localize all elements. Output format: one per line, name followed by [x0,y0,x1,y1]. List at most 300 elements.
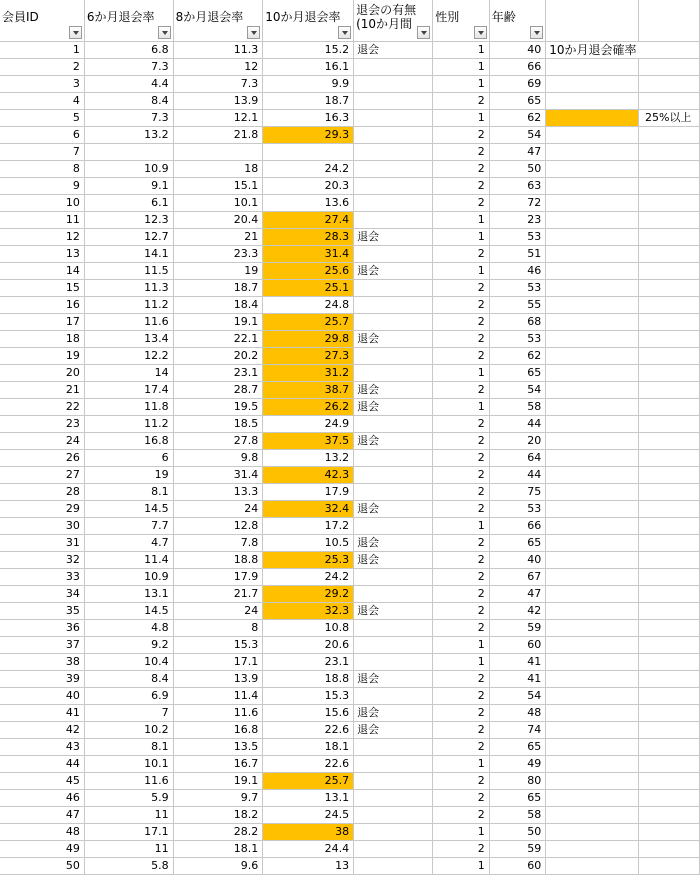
table-cell[interactable] [354,177,433,194]
empty-cell[interactable] [546,211,639,228]
table-cell[interactable]: 26.2 [263,398,354,415]
table-cell[interactable]: 15.3 [173,636,263,653]
table-cell[interactable]: 19 [84,466,173,483]
table-cell[interactable]: 1 [433,228,490,245]
table-cell[interactable]: 9 [0,177,84,194]
table-cell[interactable]: 42.3 [263,466,354,483]
empty-cell[interactable] [546,823,639,840]
table-cell[interactable]: 41 [489,670,546,687]
table-cell[interactable]: 5.8 [84,857,173,874]
table-cell[interactable]: 11.4 [84,551,173,568]
table-cell[interactable]: 1 [433,364,490,381]
empty-cell[interactable] [639,279,700,296]
table-cell[interactable]: 5 [0,109,84,126]
table-cell[interactable]: 9.6 [173,857,263,874]
table-cell[interactable]: 2 [433,381,490,398]
table-cell[interactable]: 38.7 [263,381,354,398]
table-cell[interactable]: 退会 [354,670,433,687]
table-cell[interactable]: 7.3 [84,58,173,75]
table-cell[interactable]: 11.3 [173,41,263,58]
table-cell[interactable]: 50 [0,857,84,874]
table-cell[interactable]: 40 [489,41,546,58]
empty-cell[interactable] [546,92,639,109]
table-cell[interactable]: 23.1 [173,364,263,381]
empty-cell[interactable] [639,398,700,415]
table-cell[interactable]: 46 [0,789,84,806]
table-cell[interactable]: 2 [433,568,490,585]
table-cell[interactable] [354,857,433,874]
empty-cell[interactable] [546,313,639,330]
table-cell[interactable]: 50 [489,823,546,840]
empty-cell[interactable] [639,517,700,534]
empty-cell[interactable] [639,755,700,772]
table-cell[interactable]: 17.9 [173,568,263,585]
table-cell[interactable]: 2 [433,432,490,449]
table-cell[interactable]: 47 [489,585,546,602]
table-cell[interactable]: 65 [489,364,546,381]
table-cell[interactable] [354,585,433,602]
table-cell[interactable]: 34 [0,585,84,602]
filter-dropdown-icon[interactable] [247,26,260,39]
table-cell[interactable]: 2 [433,806,490,823]
table-cell[interactable]: 47 [489,143,546,160]
empty-cell[interactable] [639,330,700,347]
table-cell[interactable] [354,211,433,228]
table-cell[interactable]: 18.2 [173,806,263,823]
empty-cell[interactable] [639,602,700,619]
empty-cell[interactable] [546,721,639,738]
table-cell[interactable]: 16.8 [173,721,263,738]
table-cell[interactable]: 17 [0,313,84,330]
table-cell[interactable]: 24 [173,602,263,619]
table-cell[interactable]: 退会 [354,330,433,347]
table-cell[interactable]: 22 [0,398,84,415]
table-cell[interactable]: 11 [84,840,173,857]
table-cell[interactable]: 1 [433,41,490,58]
table-cell[interactable]: 2 [433,840,490,857]
empty-cell[interactable] [639,789,700,806]
table-cell[interactable]: 32.4 [263,500,354,517]
table-cell[interactable]: 退会 [354,228,433,245]
table-cell[interactable]: 1 [433,823,490,840]
table-cell[interactable]: 45 [0,772,84,789]
table-cell[interactable]: 18.1 [173,840,263,857]
table-cell[interactable]: 49 [489,755,546,772]
table-cell[interactable] [354,364,433,381]
table-cell[interactable]: 13.1 [263,789,354,806]
table-cell[interactable]: 62 [489,109,546,126]
table-cell[interactable]: 20 [0,364,84,381]
table-cell[interactable]: 退会 [354,551,433,568]
filter-dropdown-icon[interactable] [158,26,171,39]
table-cell[interactable]: 2 [433,466,490,483]
table-cell[interactable]: 1 [433,109,490,126]
table-cell[interactable]: 2 [433,585,490,602]
table-cell[interactable]: 74 [489,721,546,738]
table-cell[interactable] [354,143,433,160]
table-cell[interactable]: 13.4 [84,330,173,347]
table-cell[interactable]: 13 [0,245,84,262]
empty-cell[interactable] [546,330,639,347]
table-cell[interactable]: 37 [0,636,84,653]
table-cell[interactable]: 11 [84,806,173,823]
table-cell[interactable]: 21 [173,228,263,245]
table-cell[interactable]: 1 [433,517,490,534]
table-cell[interactable] [354,772,433,789]
table-cell[interactable]: 4.4 [84,75,173,92]
table-cell[interactable]: 48 [0,823,84,840]
table-cell[interactable]: 3 [0,75,84,92]
table-cell[interactable]: 2 [433,143,490,160]
empty-cell[interactable] [546,653,639,670]
table-cell[interactable]: 29.3 [263,126,354,143]
table-cell[interactable]: 2 [0,58,84,75]
table-cell[interactable]: 23.3 [173,245,263,262]
table-cell[interactable]: 19 [173,262,263,279]
table-cell[interactable] [354,126,433,143]
table-cell[interactable]: 2 [433,789,490,806]
empty-cell[interactable] [639,228,700,245]
table-cell[interactable]: 10.4 [84,653,173,670]
table-cell[interactable]: 28.7 [173,381,263,398]
table-cell[interactable]: 13.2 [263,449,354,466]
table-cell[interactable]: 2 [433,772,490,789]
empty-cell[interactable] [546,262,639,279]
table-cell[interactable]: 53 [489,228,546,245]
table-cell[interactable]: 32.3 [263,602,354,619]
table-cell[interactable]: 24.2 [263,568,354,585]
table-cell[interactable]: 10.9 [84,160,173,177]
table-cell[interactable]: 2 [433,126,490,143]
table-cell[interactable]: 1 [433,653,490,670]
table-cell[interactable]: 66 [489,58,546,75]
table-cell[interactable]: 2 [433,415,490,432]
table-cell[interactable]: 18.7 [263,92,354,109]
table-cell[interactable] [354,58,433,75]
table-cell[interactable]: 7 [84,704,173,721]
table-cell[interactable]: 48 [489,704,546,721]
table-cell[interactable]: 54 [489,381,546,398]
empty-cell[interactable] [639,704,700,721]
empty-cell[interactable] [639,75,700,92]
table-cell[interactable]: 54 [489,126,546,143]
table-cell[interactable]: 24.8 [263,296,354,313]
table-cell[interactable]: 25.7 [263,313,354,330]
table-cell[interactable]: 7 [0,143,84,160]
table-cell[interactable]: 2 [433,296,490,313]
table-cell[interactable]: 18.1 [263,738,354,755]
empty-cell[interactable] [639,721,700,738]
table-cell[interactable]: 退会 [354,41,433,58]
table-cell[interactable]: 24 [173,500,263,517]
table-cell[interactable]: 10.2 [84,721,173,738]
empty-cell[interactable] [639,500,700,517]
table-cell[interactable]: 2 [433,721,490,738]
table-cell[interactable]: 2 [433,483,490,500]
empty-cell[interactable] [546,432,639,449]
empty-cell[interactable] [639,534,700,551]
empty-cell[interactable] [546,602,639,619]
table-cell[interactable]: 14.1 [84,245,173,262]
empty-cell[interactable] [546,857,639,874]
empty-cell[interactable] [546,483,639,500]
table-cell[interactable]: 8.4 [84,670,173,687]
empty-cell[interactable] [639,823,700,840]
table-cell[interactable]: 16.8 [84,432,173,449]
table-cell[interactable]: 65 [489,789,546,806]
table-cell[interactable]: 6.9 [84,687,173,704]
table-cell[interactable]: 42 [489,602,546,619]
table-cell[interactable]: 4.8 [84,619,173,636]
table-cell[interactable]: 44 [489,415,546,432]
table-cell[interactable]: 44 [489,466,546,483]
table-cell[interactable]: 18.8 [263,670,354,687]
table-cell[interactable]: 53 [489,500,546,517]
table-cell[interactable]: 25.3 [263,551,354,568]
table-cell[interactable]: 10 [0,194,84,211]
table-cell[interactable]: 13.5 [173,738,263,755]
table-cell[interactable]: 16.1 [263,58,354,75]
table-cell[interactable]: 20.2 [173,347,263,364]
table-cell[interactable]: 2 [433,160,490,177]
table-cell[interactable]: 15.2 [263,41,354,58]
empty-cell[interactable] [639,296,700,313]
table-cell[interactable]: 1 [433,58,490,75]
table-cell[interactable]: 10.9 [84,568,173,585]
empty-cell[interactable] [639,211,700,228]
table-cell[interactable]: 2 [433,279,490,296]
table-cell[interactable]: 11.4 [173,687,263,704]
empty-cell[interactable] [639,0,700,41]
table-cell[interactable]: 9.1 [84,177,173,194]
table-cell[interactable]: 69 [489,75,546,92]
table-cell[interactable]: 11.6 [84,313,173,330]
table-cell[interactable]: 60 [489,636,546,653]
empty-cell[interactable] [546,738,639,755]
table-cell[interactable]: 2 [433,194,490,211]
table-cell[interactable]: 26 [0,449,84,466]
table-cell[interactable]: 退会 [354,721,433,738]
table-cell[interactable]: 29 [0,500,84,517]
empty-cell[interactable] [639,245,700,262]
table-cell[interactable]: 80 [489,772,546,789]
empty-cell[interactable] [546,58,639,75]
empty-cell[interactable] [639,58,700,75]
table-cell[interactable]: 15.1 [173,177,263,194]
empty-cell[interactable] [639,653,700,670]
table-cell[interactable]: 12.3 [84,211,173,228]
table-cell[interactable]: 55 [489,296,546,313]
table-cell[interactable] [173,143,263,160]
table-cell[interactable]: 2 [433,534,490,551]
empty-cell[interactable] [639,636,700,653]
table-cell[interactable]: 20 [489,432,546,449]
table-cell[interactable]: 8 [173,619,263,636]
table-cell[interactable]: 53 [489,279,546,296]
table-cell[interactable]: 17.2 [263,517,354,534]
table-cell[interactable]: 6 [84,449,173,466]
table-cell[interactable]: 46 [489,262,546,279]
table-cell[interactable]: 2 [433,449,490,466]
table-cell[interactable] [354,160,433,177]
table-cell[interactable]: 7.7 [84,517,173,534]
table-cell[interactable] [354,806,433,823]
table-cell[interactable]: 2 [433,619,490,636]
table-cell[interactable] [354,619,433,636]
table-cell[interactable]: 11.2 [84,296,173,313]
table-cell[interactable]: 10.1 [84,755,173,772]
table-cell[interactable]: 退会 [354,381,433,398]
empty-cell[interactable] [639,194,700,211]
table-cell[interactable]: 31.4 [173,466,263,483]
empty-cell[interactable] [639,177,700,194]
table-cell[interactable] [263,143,354,160]
table-cell[interactable]: 36 [0,619,84,636]
empty-cell[interactable] [639,687,700,704]
table-cell[interactable]: 31.4 [263,245,354,262]
table-cell[interactable]: 17.1 [84,823,173,840]
table-cell[interactable]: 2 [433,245,490,262]
table-cell[interactable]: 9.8 [173,449,263,466]
empty-cell[interactable] [546,381,639,398]
table-cell[interactable]: 25.6 [263,262,354,279]
table-cell[interactable]: 24.4 [263,840,354,857]
legend-swatch[interactable] [546,109,639,126]
empty-cell[interactable] [546,449,639,466]
empty-cell[interactable] [546,296,639,313]
table-cell[interactable]: 18 [0,330,84,347]
empty-cell[interactable] [639,670,700,687]
table-cell[interactable]: 22.6 [263,721,354,738]
table-cell[interactable]: 19.1 [173,772,263,789]
table-cell[interactable]: 19.1 [173,313,263,330]
table-cell[interactable] [354,109,433,126]
empty-cell[interactable] [639,126,700,143]
table-cell[interactable]: 24 [0,432,84,449]
table-cell[interactable]: 40 [489,551,546,568]
table-cell[interactable]: 13.6 [263,194,354,211]
side-title[interactable]: 10か月退会確率 [546,41,639,58]
table-cell[interactable]: 25.7 [263,772,354,789]
table-cell[interactable] [354,296,433,313]
table-cell[interactable]: 8.1 [84,483,173,500]
table-cell[interactable]: 68 [489,313,546,330]
table-cell[interactable] [354,313,433,330]
filter-dropdown-icon[interactable] [474,26,487,39]
table-cell[interactable]: 8.1 [84,738,173,755]
table-cell[interactable]: 2 [433,500,490,517]
table-cell[interactable]: 28 [0,483,84,500]
table-cell[interactable] [84,143,173,160]
empty-cell[interactable] [546,755,639,772]
table-cell[interactable]: 47 [0,806,84,823]
table-cell[interactable]: 18 [173,160,263,177]
empty-cell[interactable] [546,670,639,687]
table-cell[interactable]: 22.6 [263,755,354,772]
table-cell[interactable]: 1 [433,636,490,653]
table-cell[interactable] [354,823,433,840]
table-cell[interactable]: 1 [0,41,84,58]
empty-cell[interactable] [546,704,639,721]
table-cell[interactable]: 41 [489,653,546,670]
table-cell[interactable]: 7.3 [173,75,263,92]
filter-dropdown-icon[interactable] [530,26,543,39]
table-cell[interactable]: 16 [0,296,84,313]
table-cell[interactable]: 6 [0,126,84,143]
table-cell[interactable]: 9.2 [84,636,173,653]
table-cell[interactable]: 1 [433,755,490,772]
table-cell[interactable]: 27.8 [173,432,263,449]
table-cell[interactable]: 63 [489,177,546,194]
table-cell[interactable]: 28.3 [263,228,354,245]
legend-label[interactable]: 25%以上 [639,109,700,126]
empty-cell[interactable] [546,585,639,602]
empty-cell[interactable] [546,0,639,41]
empty-cell[interactable] [639,840,700,857]
table-cell[interactable]: 20.3 [263,177,354,194]
table-cell[interactable]: 21.8 [173,126,263,143]
table-cell[interactable]: 退会 [354,500,433,517]
table-cell[interactable]: 58 [489,398,546,415]
table-cell[interactable] [354,789,433,806]
table-cell[interactable] [354,279,433,296]
table-cell[interactable]: 5.9 [84,789,173,806]
table-cell[interactable]: 12 [173,58,263,75]
table-cell[interactable]: 21 [0,381,84,398]
table-cell[interactable]: 1 [433,262,490,279]
table-cell[interactable] [354,194,433,211]
table-cell[interactable]: 16.3 [263,109,354,126]
table-cell[interactable]: 15 [0,279,84,296]
table-cell[interactable] [354,738,433,755]
empty-cell[interactable] [639,160,700,177]
empty-cell[interactable] [546,619,639,636]
table-cell[interactable]: 18.4 [173,296,263,313]
empty-cell[interactable] [639,551,700,568]
empty-cell[interactable] [639,364,700,381]
table-cell[interactable] [354,483,433,500]
table-cell[interactable]: 28.2 [173,823,263,840]
table-cell[interactable]: 2 [433,687,490,704]
table-cell[interactable]: 14 [84,364,173,381]
table-cell[interactable]: 2 [433,177,490,194]
empty-cell[interactable] [546,177,639,194]
table-cell[interactable]: 42 [0,721,84,738]
table-cell[interactable]: 2 [433,670,490,687]
table-cell[interactable]: 2 [433,738,490,755]
table-cell[interactable]: 16.7 [173,755,263,772]
table-cell[interactable]: 51 [489,245,546,262]
table-cell[interactable] [354,245,433,262]
table-cell[interactable]: 44 [0,755,84,772]
table-cell[interactable]: 65 [489,92,546,109]
table-cell[interactable]: 7.3 [84,109,173,126]
table-cell[interactable]: 59 [489,840,546,857]
table-cell[interactable]: 64 [489,449,546,466]
table-cell[interactable] [354,347,433,364]
table-cell[interactable] [354,653,433,670]
table-cell[interactable]: 27 [0,466,84,483]
table-cell[interactable]: 29.2 [263,585,354,602]
empty-cell[interactable] [639,449,700,466]
empty-cell[interactable] [639,483,700,500]
table-cell[interactable]: 27.3 [263,347,354,364]
table-cell[interactable]: 10.8 [263,619,354,636]
empty-cell[interactable] [546,126,639,143]
table-cell[interactable]: 2 [433,704,490,721]
table-cell[interactable]: 1 [433,857,490,874]
empty-cell[interactable] [546,143,639,160]
